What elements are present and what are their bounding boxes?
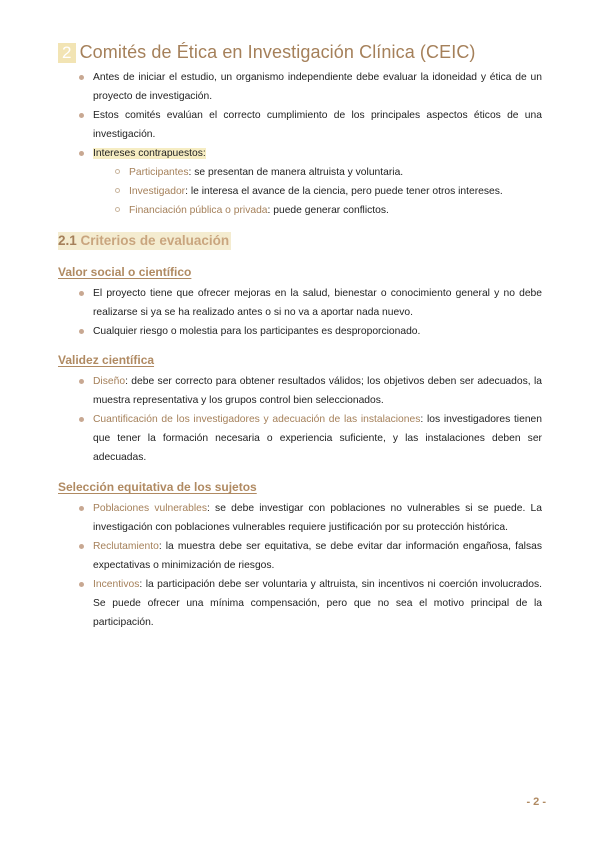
list-item: Reclutamiento: la muestra debe ser equitativa, se debe evitar dar información engañosa, falsas expectativas o minimización de riesgos.	[58, 537, 542, 575]
list-item: Incentivos: la participación debe ser voluntaria y altruista, sin incentivos ni coerción involucrados. Se puede ofrecer una mínima compensación, pero que no sea el motivo principal de la participación.	[58, 575, 542, 632]
list-item: Cualquier riesgo o molestia para los participantes es desproporcionado.	[58, 322, 542, 341]
selection-heading: Selección equitativa de los sujetos	[58, 480, 257, 494]
selection-list	[58, 499, 542, 632]
page-number: - 2 -	[526, 796, 546, 808]
bullet-dot-icon	[79, 291, 84, 296]
validity-heading: Validez científica	[58, 353, 155, 367]
subsection-title: Criterios de evaluación	[80, 233, 230, 248]
bullet-dot-icon	[79, 113, 84, 118]
section-title: Comités de Ética en Investigación Clínica (CEIC)	[79, 42, 476, 62]
bullet-dot-icon	[79, 75, 84, 80]
section-heading	[58, 42, 558, 63]
subsection-heading	[58, 232, 231, 250]
intro-list	[58, 68, 542, 220]
list-item: Diseño: debe ser correcto para obtener resultados válidos; los objetivos deben ser adecuados, la muestra representativa y los grupos control bien seleccionados.	[58, 372, 542, 410]
bullet-ring-icon	[115, 188, 120, 193]
social-heading: Valor social o científico	[58, 265, 192, 279]
subsection-number: 2.1	[58, 233, 77, 248]
list-item: Estos comités evalúan el correcto cumplimiento de los principales aspectos éticos de una investigación.	[58, 106, 542, 144]
validity-list	[58, 372, 542, 467]
bullet-dot-icon	[79, 417, 84, 422]
social-list	[58, 284, 542, 341]
bullet-ring-icon	[115, 207, 120, 212]
sub-list-item: Participantes: se presentan de manera altruista y voluntaria.	[58, 163, 542, 182]
bullet-dot-icon	[79, 379, 84, 384]
sub-list-item: Investigador: le interesa el avance de la ciencia, pero puede tener otros intereses.	[58, 182, 542, 201]
section-number: 2	[58, 43, 76, 63]
bullet-dot-icon	[79, 582, 84, 587]
list-item: El proyecto tiene que ofrecer mejoras en la salud, bienestar o conocimiento general y no debe realizarse si ya se ha realizado antes o si no va a aportar nada nuevo.	[58, 284, 542, 322]
bullet-ring-icon	[115, 169, 120, 174]
list-item	[58, 144, 542, 163]
bullet-dot-icon	[79, 506, 84, 511]
sub-list-item: Financiación pública o privada: puede generar conflictos.	[58, 201, 542, 220]
conflicts-label: Intereses contrapuestos:	[93, 148, 206, 159]
list-item: Cuantificación de los investigadores y adecuación de las instalaciones: los investigadores tienen que tener la formación necesaria o experiencia suficiente, y las instalaciones deben ser adecuadas.	[58, 410, 542, 467]
bullet-dot-icon	[79, 329, 84, 334]
list-item: Antes de iniciar el estudio, un organismo independiente debe evaluar la idoneidad y ética de un proyecto de investigación.	[58, 68, 542, 106]
bullet-dot-icon	[79, 151, 84, 156]
list-item: Poblaciones vulnerables: se debe investigar con poblaciones no vulnerables si se puede. La investigación con poblaciones vulnerables requiere justificación por su protección histórica.	[58, 499, 542, 537]
bullet-dot-icon	[79, 544, 84, 549]
